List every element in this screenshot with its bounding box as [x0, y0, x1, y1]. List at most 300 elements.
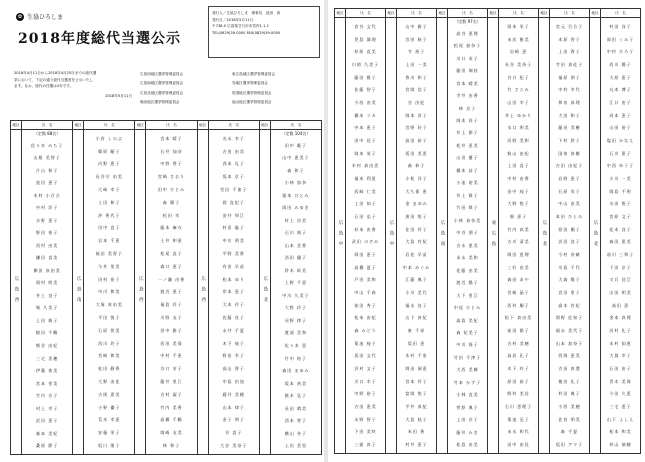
district-column — [11, 121, 22, 454]
delegate-name: 大森 陽子 — [558, 277, 581, 283]
delegate-name: 木村 小百合 — [33, 192, 61, 198]
delegate-name: 岡 直紀子 — [222, 199, 245, 205]
publisher-info-box — [208, 6, 320, 58]
delegate-name: 高田 恵 — [611, 302, 630, 308]
delegate-name: 竹内 美香 — [160, 404, 183, 410]
delegate-name: 谷 直子 — [225, 430, 243, 436]
delegate-name: 中本 めぐみ — [402, 264, 431, 270]
delegate-name: 小池 裕美 — [456, 180, 479, 186]
delegate-name: 前田 秀子 — [354, 302, 377, 308]
coop-logo-icon: ✿ — [17, 13, 23, 20]
delegate-name: 小松 洋子 — [405, 175, 428, 181]
delegate-name: 福本 利恵 — [354, 175, 377, 181]
committee-list — [140, 70, 320, 107]
delegate-name: 石原 栄子 — [558, 188, 581, 194]
delegate-name: 坂本 裕美 — [284, 380, 308, 386]
delegate-name: 松本 ゆり — [222, 276, 245, 282]
delegate-name: 松本 和美 — [609, 429, 632, 435]
delegate-name: 福永 良子 — [405, 302, 428, 308]
delegate-name: 村上 幸子 — [35, 405, 59, 411]
names-column — [209, 121, 260, 454]
delegate-name: 野村 美佳 — [507, 391, 530, 397]
delegate-name: 岸本 恵子 — [222, 289, 245, 295]
delegate-name: 吉田 由紀子 — [555, 163, 584, 169]
delegate-name: 田中 直子 — [98, 225, 121, 231]
delegate-name: 森 紀美子 — [456, 329, 479, 335]
delegate-name: 中川 保子 — [456, 342, 479, 348]
delegate-name: 大島 有紀 — [405, 239, 428, 245]
district-header: 地区 — [539, 9, 549, 18]
delegate-name: 山本 美香 — [284, 242, 308, 248]
delegate-name: 長谷川 由美 — [95, 174, 123, 180]
delegate-name: 野田 裕子 — [35, 230, 59, 236]
delegate-name: 岡田 恵理 — [507, 251, 530, 257]
delegate-name: 青木 美保 — [609, 378, 632, 384]
delegate-name: 宮田 秋子 — [405, 36, 428, 42]
delegate-name: 中川 明美 — [222, 238, 245, 244]
delegate-name: 上田 一美 — [405, 61, 428, 67]
delegate-name: 木村 千里 — [405, 353, 428, 359]
delegate-name: 末永 和代 — [507, 429, 530, 435]
delegate-name: 高山 智子 — [222, 366, 245, 372]
delegate-name: 荒木 幸恵 — [98, 417, 121, 423]
delegate-name: 水野 恵子 — [35, 217, 59, 223]
delegate-name: 竹田 律子 — [456, 205, 479, 211]
delegate-name: 小林 加奈 — [284, 180, 308, 186]
district-quota: （定数 104名） — [281, 131, 311, 136]
delegate-name: 大島 桂子 — [405, 416, 428, 422]
delegate-name: 川口 英子 — [456, 55, 479, 61]
delegate-name: 大原 恵子 — [609, 74, 632, 80]
delegate-name: 岡本 祥子 — [456, 118, 479, 124]
delegate-name: 長田 晴美 — [284, 405, 308, 411]
delegate-name: 大久保 恵 — [405, 188, 428, 194]
committee-name: 広島西地区選挙管理委員会 — [140, 72, 184, 76]
district-header: 地区 — [198, 121, 208, 130]
committee-name: 東広島地区選挙管理委員会 — [232, 72, 276, 76]
delegate-name: 村田 良子 — [609, 23, 632, 29]
committee-name: 広島南地区選挙管理委員会 — [140, 81, 184, 86]
delegate-name: 土井 和恵 — [160, 238, 183, 244]
delegate-name: 小川 美代 — [405, 289, 428, 295]
delegate-name: 今田 久恵 — [609, 391, 632, 397]
delegate-name: 村井 恵子 — [405, 442, 428, 447]
delegate-name: 宮崎 晶子 — [507, 289, 530, 295]
district-column — [135, 121, 146, 454]
delegate-name: 永井 千夏 — [222, 327, 245, 333]
district-quota: （定数 88名） — [33, 131, 61, 136]
delegate-name: 佐々木 みち子 — [30, 142, 64, 148]
delegate-name: 寺田 真佐子 — [555, 61, 584, 67]
delegate-name: 高田 裕子 — [405, 137, 428, 143]
delegate-table-right — [334, 8, 641, 454]
delegate-name: 香川 和子 — [405, 74, 428, 80]
district-header: 地区 — [386, 9, 396, 18]
delegate-name: 秋山 由紀 — [507, 150, 530, 156]
delegate-name: 吉田 由美 — [222, 148, 245, 154]
delegate-name: 中川 和美 — [98, 289, 121, 295]
delegate-name: 上田 京子 — [456, 417, 479, 423]
delegate-name: 松下 真由美 — [504, 315, 533, 321]
delegate-name: 寺井 由香 — [456, 93, 479, 99]
delegate-name: 田中 佳子 — [354, 137, 377, 143]
delegate-name: 児島 満理 — [354, 36, 377, 42]
delegate-name: 小川 一美 — [609, 175, 632, 181]
intro-line: 2018年4月11日から2018年4月25日までの総代選 — [14, 71, 97, 75]
delegate-name: 伊藤 裕美 — [35, 368, 59, 374]
delegate-name: 中村 ひろ子 — [606, 49, 635, 55]
delegate-name: 吉永 恵美 — [456, 242, 479, 248]
district-column — [590, 9, 601, 453]
delegate-name: 岡田 みゆき — [282, 205, 310, 211]
delegate-name: 岡本 淳子 — [405, 112, 428, 118]
delegate-name: 安井 和江 — [222, 212, 245, 218]
delegate-name: 石川 恵理子 — [504, 403, 533, 409]
delegate-name: 河野 恵子 — [98, 161, 121, 167]
publisher-line: 〒738-0 広島県廿日市市宮内1-1-1 — [212, 24, 269, 29]
district-label: 広島北 — [542, 219, 547, 252]
name-header: 氏 名 — [146, 121, 196, 130]
page-title: 2018年度総代当選公示 — [18, 31, 181, 47]
delegate-name: 宮原 文子 — [609, 213, 632, 219]
delegate-name: 前田 節子 — [507, 327, 530, 333]
delegate-name: 森 千夏 — [560, 429, 579, 435]
names-column — [346, 9, 386, 453]
delegate-name: 中谷 朋子 — [456, 230, 479, 236]
right-page — [328, 0, 645, 462]
delegate-name: 中村 洋子 — [35, 205, 59, 211]
delegate-name: 小倉 しのぶ — [95, 135, 123, 141]
delegate-name: 今井 里美 — [98, 263, 121, 269]
delegate-name: 谷口 芳子 — [160, 366, 183, 372]
intro-text — [14, 70, 132, 99]
delegate-name: 藤田 敬子 — [354, 74, 377, 80]
district-column — [539, 9, 550, 453]
delegate-name: 平野 美香 — [222, 251, 245, 257]
delegate-name: 上田 香子 — [558, 49, 581, 55]
delegate-name: 小西 美穂 — [558, 403, 581, 409]
intro-date: 2018年5月11日 — [105, 93, 132, 98]
delegate-name: 坂田 美恵 — [405, 150, 428, 156]
delegate-name: 木村 真由美 — [351, 163, 380, 169]
district-column — [437, 9, 448, 453]
delegate-name: 戸田 美和 — [354, 277, 377, 283]
delegate-name: 大賀 幸子 — [609, 353, 632, 359]
name-header: 氏 名 — [601, 9, 640, 18]
publisher-line: 発行日／2018年5月11日 — [212, 17, 254, 22]
names-column — [499, 9, 539, 453]
delegate-name: 藤本 麻衣 — [160, 225, 183, 231]
delegate-name: 倉谷 文代 — [354, 23, 377, 29]
delegate-name: 西川 玲子 — [98, 340, 121, 346]
delegate-name: 寺 裕子 — [407, 49, 426, 55]
delegate-name: 井上 節子 — [456, 130, 479, 136]
district-quota: （定数 97名） — [454, 19, 481, 24]
names-column — [448, 9, 488, 453]
delegate-name: 佐々木 恵 — [284, 343, 308, 348]
delegate-name: 田中 雅子 — [160, 327, 183, 333]
delegate-name: 森 和子 — [287, 167, 305, 173]
delegate-name: 光永 幸子 — [222, 135, 245, 141]
delegate-name-list — [550, 18, 589, 453]
delegate-name: 上野 千恵 — [284, 280, 308, 286]
delegate-name: 山中 恵美子 — [282, 155, 310, 161]
delegate-name: 藤井 美穂 — [222, 391, 245, 397]
delegate-name: 塩田 かなえ — [606, 137, 635, 143]
delegate-name: 浜田 恵子 — [35, 418, 59, 424]
delegate-name: 河野 律子 — [284, 317, 308, 323]
delegate-name: 田村 裕子 — [98, 276, 121, 282]
delegate-name-list — [601, 18, 640, 453]
delegate-name: 金子 明子 — [222, 417, 245, 423]
delegate-name: 宮野 好子 — [405, 125, 428, 131]
delegate-name: 大野 由佳 — [98, 379, 121, 385]
delegate-name: 山下 真紀 — [405, 315, 428, 321]
delegate-name: 西岡 恵美 — [558, 353, 581, 359]
delegate-name: 木下 玲子 — [507, 365, 530, 371]
delegate-name: 森田 まゆみ — [282, 368, 310, 374]
intro-line: 挙において、下記の通り総代当選者を公示いたし — [14, 77, 93, 82]
committee-name: 呉地区選挙管理委員会 — [232, 81, 268, 86]
delegate-name: 中村 千恵 — [160, 353, 183, 359]
delegate-name: 又兵 佳江 — [609, 277, 632, 283]
delegate-name: 上田 美里 — [284, 443, 308, 449]
delegate-name: 石井 加奈 — [160, 148, 183, 154]
name-header: 氏 名 — [499, 9, 538, 18]
delegate-name: 武田 のぞみ — [351, 239, 380, 245]
delegate-name: 松井 恵美 — [456, 142, 479, 148]
delegate-name: 原田 裕子 — [507, 378, 530, 384]
delegate-name-list — [146, 130, 196, 454]
name-header: 氏 名 — [271, 121, 321, 130]
delegate-name: 谷 由紀 — [407, 99, 426, 105]
delegate-name: 丸本 博子 — [609, 87, 632, 93]
name-header: 氏 名 — [84, 121, 134, 130]
district-label: 東広島 — [491, 219, 496, 252]
delegate-name: 山田 幸子 — [507, 99, 530, 105]
delegate-name: 藤井 里江 — [160, 379, 183, 385]
delegate-name: 森 恭子 — [407, 163, 426, 169]
delegate-name: 吉岡 恵美 — [98, 391, 121, 397]
delegate-name: 佐藤 智子 — [354, 87, 377, 93]
delegate-name: 木村 知恵 — [609, 340, 632, 346]
delegate-name: 田中 純子 — [507, 188, 530, 194]
delegate-name: 川島 千代 — [558, 264, 581, 270]
delegate-name: 三宅 恵子 — [609, 403, 632, 409]
delegate-name: 岡本 英子 — [354, 150, 377, 156]
names-column — [601, 9, 640, 453]
delegate-name: 松田 幸 — [162, 212, 181, 218]
delegate-name: 野田 幸子 — [222, 353, 245, 359]
delegate-name: 沢村 文子 — [354, 365, 377, 371]
delegate-name: 福原 則子 — [558, 74, 581, 80]
delegate-name: 木原 智子 — [558, 36, 581, 42]
district-label: 広島中 — [389, 219, 394, 252]
delegate-name: 中野 裕子 — [354, 391, 377, 397]
delegate-name: 片山 和子 — [35, 167, 59, 173]
district-column — [488, 9, 499, 453]
delegate-name: 高橋 夏子 — [354, 264, 377, 270]
intro-line: ます。なお、総代の任期は2年です。 — [14, 84, 74, 89]
delegate-name: 山下 よしえ — [606, 416, 635, 422]
delegate-name: 岩佐 早苗 — [405, 251, 428, 257]
delegate-name: 岡田 恵子 — [354, 251, 377, 257]
delegate-name: 三好 由美 — [507, 264, 530, 270]
district-label: 広島西 — [138, 276, 144, 308]
district-header: 地区 — [488, 9, 498, 18]
delegate-name: 有田 早苗 — [222, 263, 245, 269]
delegate-name: 石田 由子 — [609, 365, 632, 371]
delegate-name: 国家 真樹 — [558, 150, 581, 156]
district-header: 地区 — [135, 121, 145, 130]
district-label: 広島西 — [200, 276, 206, 308]
delegate-name: 宮元 百合子 — [555, 23, 584, 29]
delegate-name: 山中 雅子 — [405, 23, 428, 29]
delegate-name: 宮崎 和美 — [98, 353, 121, 359]
delegate-name: 川野 友子 — [160, 315, 183, 321]
name-header: 氏 名 — [448, 9, 487, 18]
delegate-name: 宮本 里美 — [35, 380, 59, 386]
delegate-name: 森田 あや — [507, 277, 530, 283]
delegate-name: 西本 礼子 — [222, 161, 245, 167]
delegate-name: 坂田 恵 — [407, 340, 426, 346]
delegate-name: 佐藤 良子 — [222, 315, 245, 321]
delegate-name: 三浦 真子 — [354, 442, 377, 447]
district-label: 広島南 — [76, 276, 82, 308]
delegate-name: 富岡 悦子 — [405, 391, 428, 397]
delegate-name: 山根 美智子 — [33, 155, 61, 161]
names-column — [550, 9, 590, 453]
delegate-name: 高島 美紀 — [456, 317, 479, 323]
committee-name: 福山地区選挙管理委員会 — [232, 100, 272, 105]
delegate-name: 岡島 千明 — [609, 188, 632, 194]
delegate-name: 林 京子 — [458, 105, 477, 111]
delegate-name: 末次 雅美 — [507, 36, 530, 42]
delegate-name: 上田 直子 — [507, 163, 530, 169]
delegate-name: 植田 千鶴 — [35, 330, 59, 336]
delegate-name: 中島 由加 — [222, 379, 245, 385]
delegate-name: 大野 悦子 — [507, 201, 530, 207]
delegate-name: 山田 慶子 — [456, 155, 479, 161]
delegate-name: 江藤 典子 — [405, 277, 428, 283]
delegate-name: 末永 美和 — [456, 255, 479, 261]
delegate-name: 藤田 瑞枝 — [456, 68, 479, 74]
delegate-name: 竹本 かず子 — [453, 379, 482, 385]
delegate-name: 石田 弘子 — [354, 213, 377, 219]
delegate-name: 本田 ひとみ — [555, 213, 584, 219]
publisher-line: 発行人／生協ひろしま 理事長 池田 真 — [212, 11, 281, 15]
delegate-name: 今西 由美 — [354, 99, 377, 105]
delegate-name: 小林 直美 — [456, 392, 479, 398]
delegate-name: 竹内 京子 — [35, 393, 59, 399]
delegate-name: 森田 恵美 — [609, 239, 632, 245]
district-header: 地区 — [260, 121, 270, 130]
delegate-name: 大野 玲子 — [284, 305, 308, 311]
delegate-name: 植木 弘子 — [284, 393, 308, 399]
delegate-name: 坂田 文代 — [354, 353, 377, 359]
delegate-name: 水田 悦子 — [609, 201, 632, 207]
delegate-name: 村田 典子 — [558, 391, 581, 397]
district-column — [386, 9, 397, 453]
delegate-name: 吉田 真澄 — [558, 365, 581, 371]
delegate-name: 宮岡 信子 — [405, 87, 428, 93]
delegate-name: 山本 律子 — [222, 404, 245, 410]
delegate-name: 宮田 千加子 — [220, 187, 248, 193]
committee-name: 尾道地区選挙管理委員会 — [232, 90, 272, 95]
delegate-name: 渡辺 陽子 — [456, 280, 479, 286]
delegate-name: 安藤 栄子 — [98, 430, 121, 436]
delegate-name: 大西 美樹 — [456, 367, 479, 373]
names-column — [22, 121, 73, 454]
delegate-name: 浜田 良子 — [558, 239, 581, 245]
delegate-name: 竹田 千津子 — [453, 354, 482, 360]
delegate-name: 岡田 瑞恵 — [405, 365, 428, 371]
name-header: 氏 名 — [209, 121, 259, 130]
delegate-name: 平田 悦子 — [98, 315, 121, 321]
delegate-name: 松本 由紀 — [354, 315, 377, 321]
delegate-name: 上田 知子 — [354, 201, 377, 207]
district-label: 広島南 — [440, 219, 445, 252]
delegate-name: 堀 久美子 — [35, 305, 59, 311]
delegate-name: 杉山 瑞穂 — [609, 442, 632, 447]
delegate-name: 中村 幸代 — [558, 87, 581, 93]
delegate-name: 永野 智子 — [354, 416, 377, 422]
delegate-name: 井上 ゆかり — [504, 112, 533, 118]
delegate-name: 岡本 栄子 — [507, 23, 530, 29]
delegate-name: 高木 有紀 — [558, 302, 581, 308]
delegate-name: 中山 千春 — [354, 289, 377, 295]
delegate-name: 大谷 美奈子 — [220, 443, 248, 449]
committee-name: 備北地区選挙管理委員会 — [140, 100, 180, 105]
delegate-name: 橋本 リカ — [354, 112, 377, 118]
delegate-name: 中尾 ひとみ — [453, 305, 482, 311]
district-column — [260, 121, 271, 454]
delegate-name: 上田 伸子 — [98, 199, 121, 205]
delegate-name: 田中 ひとみ — [157, 187, 186, 193]
delegate-name: 畑 恵子 — [509, 213, 528, 219]
delegate-name: 前川 三和子 — [606, 251, 635, 257]
org-name: 生協ひろしま — [27, 14, 64, 21]
delegate-name: 杉原 直美 — [354, 49, 377, 55]
delegate-name: 川口 幸子 — [354, 378, 377, 384]
district-label: 広島中 — [338, 219, 343, 252]
delegate-name: 岩野 恵子 — [558, 175, 581, 181]
district-column — [198, 121, 209, 454]
district-header: 地区 — [437, 9, 447, 18]
delegate-name-list — [209, 130, 259, 454]
delegate-name: 森口 恵子 — [160, 263, 183, 269]
delegate-name-list — [271, 137, 321, 454]
delegate-name: 林 和子 — [162, 443, 181, 449]
delegate-name: 菅原 典子 — [456, 404, 479, 410]
name-header: 氏 名 — [346, 9, 385, 18]
delegate-name: 西田 美保 — [160, 340, 183, 346]
delegate-name: 山田 裕子 — [609, 125, 632, 131]
delegate-name-list — [397, 18, 436, 453]
delegate-name: 吉村 淑子 — [160, 391, 183, 397]
delegate-name: 橋本 詠子 — [456, 167, 479, 173]
name-header: 氏 名 — [22, 121, 72, 130]
delegate-name-list — [22, 137, 72, 454]
delegate-name: 今村 奈緒 — [558, 251, 581, 257]
delegate-name: 米田 香 — [407, 429, 426, 435]
delegate-name: 西崎 仁美 — [354, 188, 377, 194]
delegate-name: 上田 典子 — [35, 317, 59, 323]
delegate-name: 田中 範子 — [284, 142, 308, 148]
committee-name: 広島北地区選挙管理委員会 — [140, 90, 184, 95]
delegate-name: 村上 由美 — [284, 217, 308, 223]
delegate-name: 松島 由美 — [456, 442, 479, 448]
